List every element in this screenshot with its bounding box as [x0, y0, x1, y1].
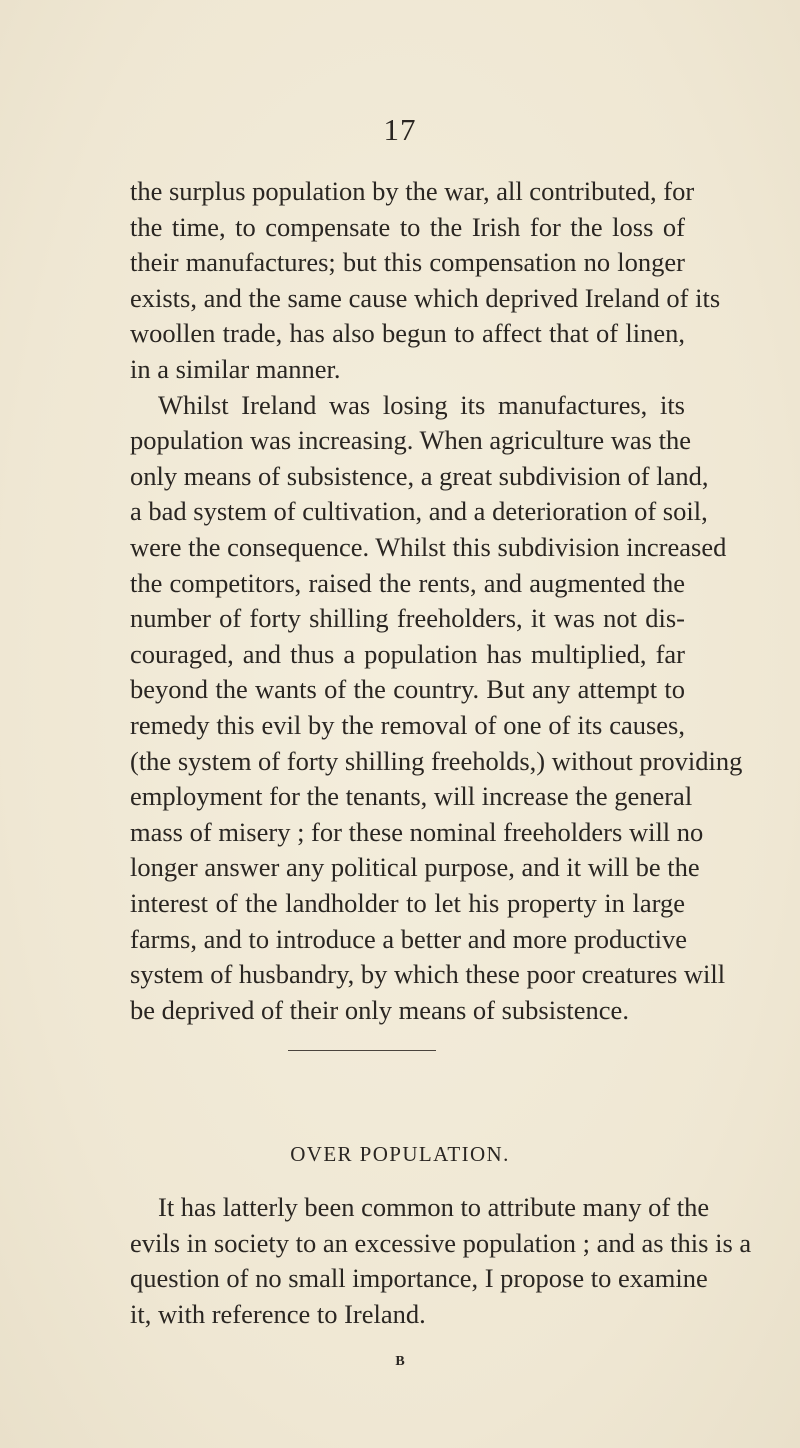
text-line: system of husbandry, by which these poor creatures will: [130, 959, 726, 990]
text-line: exists, and the same cause which deprived Ireland of its: [130, 282, 721, 313]
text-line: the surplus population by the war, all contributed, for: [130, 176, 695, 206]
text-line: remedy this evil by the removal of one of its causes,: [130, 709, 685, 740]
text-line: the competitors, raised the rents, and augmented the: [130, 567, 685, 598]
text-line: question of no small importance, I propose to examine: [130, 1263, 708, 1294]
paragraph-ireland-population: [130, 388, 743, 1029]
text-line: a bad system of cultivation, and a deterioration of soil,: [130, 496, 708, 527]
text-line: longer answer any political purpose, and it will be the: [130, 852, 700, 883]
text-line: it, with reference to Ireland.: [130, 1298, 426, 1329]
text-line: woollen trade, has also begun to affect that of linen,: [130, 318, 685, 349]
text-line: in a similar manner.: [130, 353, 341, 384]
text-line: were the consequence. Whilst this subdivision increased: [130, 531, 727, 562]
text-line: be deprived of their only means of subsistence.: [130, 994, 629, 1025]
text-line: only means of subsistence, a great subdivision of land,: [130, 460, 709, 491]
text-line: number of forty shilling freeholders, it was not dis-: [130, 603, 685, 634]
text-line: interest of the landholder to let his property in large: [130, 887, 685, 918]
text-line: Whilst Ireland was losing its manufactures, its: [158, 389, 685, 420]
text-line: their manufactures; but this compensation no longer: [130, 247, 685, 278]
text-line: the time, to compensate to the Irish for the loss of: [130, 211, 685, 242]
signature-mark: B: [395, 1354, 405, 1369]
text-line: mass of misery ; for these nominal freeholders will no: [130, 816, 704, 847]
text-line: employment for the tenants, will increase the general: [130, 781, 693, 812]
text-line: (the system of forty shilling freeholds,) without providing: [130, 745, 743, 776]
section-divider: [288, 1050, 436, 1051]
section-heading: OVER POPULATION.: [290, 1142, 510, 1166]
paragraph-continued: [130, 174, 721, 388]
text-line: farms, and to introduce a better and more productive: [130, 923, 688, 954]
text-line: population was increasing. When agriculture was the: [130, 425, 691, 456]
page-number: 17: [383, 112, 417, 147]
text-line: evils in society to an excessive population ; and as this is a: [130, 1227, 752, 1258]
text-line: It has latterly been common to attribute many of the: [158, 1192, 710, 1222]
paragraph-over-population: [130, 1190, 752, 1332]
text-line: couraged, and thus a population has multiplied, far: [130, 638, 685, 669]
text-line: beyond the wants of the country. But any attempt to: [130, 674, 685, 705]
